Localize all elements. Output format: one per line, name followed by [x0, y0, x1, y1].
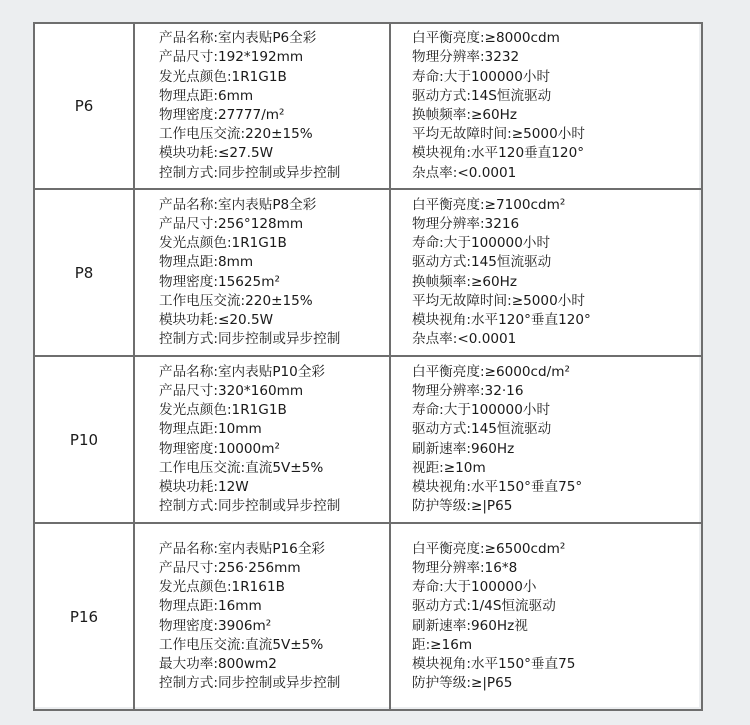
spec-line: 平均无故障时间:≥5000小时 — [412, 126, 585, 143]
spec-line: 工作电压交流:220±15% — [159, 126, 313, 143]
spec-line: 模块功耗:≤27.5W — [159, 145, 274, 162]
spec-line: 产品尺寸:256°128mm — [159, 215, 304, 232]
model-cell: P10 — [34, 356, 134, 523]
spec-line: 物理分辨率:32·16 — [412, 382, 524, 399]
spec-line: 产品尺寸:192*192mm — [159, 49, 304, 66]
spec-line: 产品名称:室内表贴P10全彩 — [159, 363, 326, 380]
spec-line: 控制方式:同步控制或异步控制 — [159, 675, 341, 692]
spec-line: 模块功耗:12W — [159, 478, 249, 495]
spec-line: 驱动方式:14S恒流驱动 — [412, 87, 552, 104]
spec-line: 工作电压交流:220±15% — [159, 292, 313, 309]
spec-line: 平均无故障时间:≥5000小时 — [412, 292, 585, 309]
performance-spec-cell — [390, 23, 702, 189]
basic-spec-cell — [134, 189, 390, 356]
spec-line: 模块视角:水平150°垂直75 — [412, 655, 576, 672]
spec-table — [33, 22, 703, 711]
spec-line: 模块视角:水平120垂直120° — [412, 145, 585, 162]
table-row-p16 — [34, 523, 702, 710]
spec-line: 产品尺寸:320*160mm — [159, 382, 304, 399]
spec-line: 产品名称:室内表贴P6全彩 — [159, 30, 317, 47]
spec-line: 距:≥16m — [412, 636, 473, 653]
spec-line: 物理分辨率:16*8 — [412, 559, 518, 576]
spec-line: 最大功率:800wm2 — [159, 655, 277, 672]
spec-line: 物理密度:27777/m² — [159, 107, 285, 123]
spec-line: 工作电压交流:直流5V±5% — [159, 636, 324, 653]
spec-line: 白平衡亮度:≥8000cdm — [412, 30, 560, 47]
spec-line: 物理密度:3906m² — [159, 617, 272, 634]
spec-line: 物理点距:6mm — [159, 87, 254, 104]
spec-line: 物理分辨率:3232 — [412, 49, 520, 66]
spec-line: 杂点率:<0.0001 — [412, 331, 517, 348]
spec-line: 寿命:大于100000小时 — [412, 235, 551, 252]
spec-line: 模块视角:水平150°垂直75° — [412, 478, 583, 495]
spec-line: 驱动方式:145恒流驱动 — [412, 254, 552, 271]
spec-line: 发光点颜色:1R1G1B — [159, 235, 287, 252]
spec-line: 发光点颜色:1R1G1B — [159, 402, 287, 419]
spec-line: 物理点距:8mm — [159, 254, 254, 271]
spec-line: 刷新速率:960Hz — [412, 440, 515, 457]
performance-spec-cell — [390, 189, 702, 356]
spec-line: 寿命:大于100000小 — [412, 579, 537, 596]
spec-line: 白平衡亮度:≥6500cdm² — [412, 540, 566, 557]
model-cell: P8 — [34, 189, 134, 356]
spec-line: 白平衡亮度:≥7100cdm² — [412, 196, 566, 213]
table-row-p10 — [34, 356, 702, 523]
spec-line: 物理点距:10mm — [159, 421, 262, 438]
model-cell: P16 — [34, 523, 134, 710]
basic-spec-cell — [134, 23, 390, 189]
spec-line: 驱动方式:145恒流驱动 — [412, 421, 552, 438]
spec-line: 换帧频率:≥60Hz — [412, 273, 517, 290]
spec-line: 模块视角:水平120°垂直120° — [412, 311, 591, 328]
spec-line: 发光点颜色:1R161B — [159, 579, 285, 596]
basic-spec-cell — [134, 523, 390, 710]
spec-line: 产品名称:室内表贴P8全彩 — [159, 196, 317, 213]
spec-line: 防护等级:≥|P65 — [412, 675, 513, 692]
spec-line: 物理密度:15625m² — [159, 273, 280, 290]
spec-line: 控制方式:同步控制或异步控制 — [159, 498, 341, 515]
spec-line: 控制方式:同步控制或异步控制 — [159, 164, 341, 181]
spec-line: 产品尺寸:256·256mm — [159, 559, 301, 576]
performance-spec-cell — [390, 356, 702, 523]
spec-line: 寿命:大于100000小时 — [412, 68, 551, 85]
spec-line: 控制方式:同步控制或异步控制 — [159, 331, 341, 348]
spec-sheet — [33, 22, 699, 707]
spec-line: 白平衡亮度:≥6000cd/m² — [412, 363, 570, 380]
model-cell: P6 — [34, 23, 134, 189]
spec-line: 防护等级:≥|P65 — [412, 498, 513, 515]
performance-spec-cell — [390, 523, 702, 710]
spec-line: 换帧频率:≥60Hz — [412, 107, 517, 123]
spec-line: 产品名称:室内表贴P16全彩 — [159, 540, 326, 557]
spec-line: 杂点率:<0.0001 — [412, 164, 517, 181]
basic-spec-cell — [134, 356, 390, 523]
spec-line: 物理密度:10000m² — [159, 440, 280, 457]
spec-line: 视距:≥10m — [412, 459, 486, 476]
spec-line: 物理分辨率:3216 — [412, 215, 520, 232]
spec-line: 刷新速率:960Hz视 — [412, 617, 528, 634]
spec-line: 发光点颜色:1R1G1B — [159, 68, 287, 85]
spec-line: 模块功耗:≤20.5W — [159, 311, 274, 328]
table-row-p6 — [34, 23, 702, 189]
spec-line: 物理点距:16mm — [159, 598, 262, 615]
spec-line: 寿命:大于100000小时 — [412, 402, 551, 419]
spec-line: 驱动方式:1/4S恒流驱动 — [412, 598, 556, 615]
table-row-p8 — [34, 189, 702, 356]
spec-line: 工作电压交流:直流5V±5% — [159, 459, 324, 476]
